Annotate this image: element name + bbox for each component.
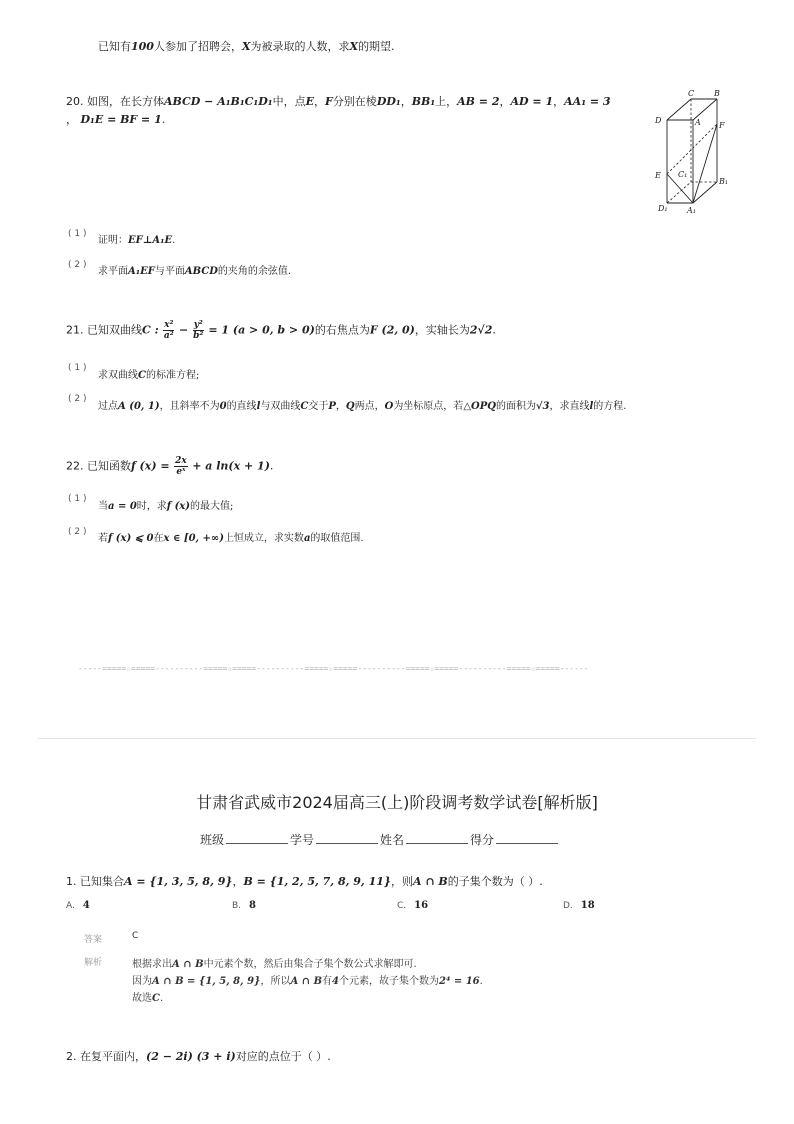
student-id-label: 学号: [290, 833, 315, 847]
text: 的面积为: [495, 401, 536, 412]
edge-DC: [667, 99, 691, 120]
text: 上恒成立，求实数: [223, 533, 304, 544]
answer-value: C: [132, 931, 139, 941]
math: D₁E = BF = 1: [80, 113, 162, 126]
class-label: 班级: [200, 833, 225, 847]
math: f (x): [166, 501, 190, 512]
text: 的右焦点为: [314, 323, 370, 337]
q20-part1: [98, 231, 175, 246]
option-value: 4: [82, 900, 90, 911]
text: 人参加了招聘会，: [153, 40, 242, 53]
text: ，所以: [260, 976, 291, 987]
q21-part2: [98, 397, 626, 412]
math: l: [589, 401, 594, 412]
text: ，且斜率不为: [159, 401, 220, 412]
option-letter: D.: [563, 901, 573, 911]
text: 交于: [308, 401, 329, 412]
math: f (x) =: [131, 459, 170, 473]
hidden-edge-D1C1: [667, 182, 691, 203]
page-divider: [38, 738, 756, 739]
text: ，求直线: [549, 401, 590, 412]
math: A (0, 1): [118, 401, 160, 412]
answer-label: 答案: [84, 935, 103, 945]
text: 中，点: [272, 95, 306, 108]
math: BB₁: [411, 95, 436, 108]
math: 100: [131, 40, 154, 53]
numerator: x²: [164, 320, 174, 330]
text: 已知函数: [87, 459, 131, 473]
math: C :: [142, 323, 159, 337]
edge-A1F: [693, 124, 717, 203]
fig-label-D1: D₁: [658, 204, 668, 213]
text: ，: [400, 95, 412, 108]
text: 对应的点位于（ ）.: [235, 1050, 331, 1063]
analysis-label: 解析: [84, 958, 103, 968]
option-letter: A.: [66, 901, 75, 911]
option-b[interactable]: [232, 900, 256, 911]
math: −: [178, 323, 189, 337]
question-21: [66, 320, 496, 341]
fig-label-E: E: [655, 171, 661, 180]
math: A ∩ B: [412, 875, 448, 888]
denominator: a²: [163, 331, 174, 341]
text: 已知集合: [80, 875, 124, 888]
math: C: [152, 993, 160, 1004]
math: DD₁: [376, 95, 401, 108]
q19-tail-line: [98, 38, 395, 54]
text: 上，: [435, 95, 458, 108]
name-blank[interactable]: [406, 833, 468, 844]
math: (2 − 2i) (3 + i): [146, 1050, 236, 1063]
part-label: ( 2 ): [68, 260, 87, 270]
class-blank[interactable]: [226, 833, 288, 844]
question-20: [66, 93, 642, 129]
question-number: 22.: [66, 459, 84, 473]
text: 中元素个数，然后由集合子集个数公式求解即可.: [203, 959, 417, 970]
q22-part1: [98, 497, 233, 512]
fig-label-D: D: [655, 116, 662, 125]
text: ，: [499, 95, 511, 108]
math: △OPQ: [463, 401, 496, 412]
text: 若: [98, 533, 108, 544]
option-value: 16: [414, 900, 429, 911]
math: A = {1, 3, 5, 8, 9}: [124, 875, 233, 888]
fig-label-C1: C₁: [678, 170, 688, 179]
math: l: [256, 401, 261, 412]
text: 时，求: [136, 501, 167, 512]
question-1: [66, 873, 543, 889]
exam-title: 甘肃省武威市2024届高三(上)阶段调考数学试卷[解析版]: [196, 793, 598, 812]
question-number: 1.: [66, 875, 77, 888]
text: ，则: [390, 875, 413, 888]
option-value: 18: [580, 900, 595, 911]
q20-part2: [98, 262, 291, 277]
math: a: [303, 533, 311, 544]
math: + a ln(x + 1): [192, 459, 270, 473]
math: 0: [219, 401, 227, 412]
text: 根据求出: [132, 959, 172, 970]
text: .: [159, 993, 164, 1004]
text: ，: [335, 401, 346, 412]
fraction-y2-b2: [193, 320, 204, 341]
math: C: [300, 401, 309, 412]
question-number: 20.: [66, 95, 84, 108]
math: a = 0: [108, 501, 137, 512]
math: F (2, 0): [369, 323, 415, 337]
text: 的夹角的余弦值.: [217, 266, 292, 277]
student-info-fields: [200, 831, 560, 848]
math: A ∩ B: [172, 959, 204, 970]
part-label: ( 2 ): [68, 394, 87, 404]
text: 在: [153, 533, 164, 544]
text: 过点: [98, 401, 118, 412]
text: 两点，: [354, 401, 385, 412]
text: 的直线: [226, 401, 257, 412]
math: O: [384, 401, 394, 412]
math: B = {1, 2, 5, 7, 8, 9, 11}: [243, 875, 391, 888]
math: A ∩ B: [290, 976, 323, 987]
text: 与双曲线: [260, 401, 301, 412]
math: 2√2: [469, 323, 493, 337]
part-label: ( 2 ): [68, 527, 87, 537]
section-separator: -----=====☆=====----------=====☆=====----------=====☆=====----------=====☆=====----------=====☆=====------: [78, 664, 589, 673]
text: 证明：: [98, 235, 128, 246]
math: AD = 1: [510, 95, 554, 108]
math: = 1 (a > 0, b > 0): [208, 323, 315, 337]
question-number: 2.: [66, 1050, 77, 1063]
text: 的方程.: [593, 401, 627, 412]
math: ABCD: [184, 266, 218, 277]
denominator: eˣ: [176, 467, 186, 477]
text: 的取值范围.: [310, 533, 364, 544]
fig-label-A: A: [695, 118, 701, 127]
option-letter: C.: [397, 901, 407, 911]
fig-label-C: C: [688, 89, 695, 98]
text: ，: [66, 113, 77, 126]
text: 有: [322, 976, 333, 987]
math: P: [328, 401, 336, 412]
text: 求双曲线: [98, 370, 138, 381]
option-a[interactable]: [66, 900, 90, 911]
part-label: ( 1 ): [68, 363, 87, 373]
math: C: [138, 370, 146, 381]
fig-label-F: F: [719, 121, 725, 130]
text: 的标准方程;: [145, 370, 200, 381]
score-label: 得分: [470, 833, 495, 847]
text: 已知有: [98, 40, 131, 53]
text: 当: [98, 501, 108, 512]
fig-label-B1: B₁: [719, 177, 729, 186]
denominator: b²: [193, 331, 204, 341]
cuboid-figure: [648, 86, 738, 216]
numerator: 2x: [175, 456, 187, 466]
fig-label-B: B: [714, 89, 720, 98]
text: 因为: [132, 976, 152, 987]
math: X: [349, 40, 359, 53]
text: ，: [314, 95, 325, 108]
edge-AB: [693, 99, 717, 120]
math: f (x) ⩽ 0: [108, 533, 154, 544]
text: ，实轴长为: [414, 323, 470, 337]
math: A₁EF: [128, 266, 155, 277]
text: .: [492, 323, 496, 337]
text: 为坐标原点，若: [393, 401, 464, 412]
math: Q: [345, 401, 355, 412]
text: ，: [232, 875, 244, 888]
analysis-line-3: [132, 989, 163, 1004]
part-label: ( 1 ): [68, 229, 87, 239]
text: .: [479, 976, 483, 987]
math: F: [325, 95, 333, 108]
math: √3: [535, 401, 550, 412]
student-id-blank[interactable]: [316, 833, 378, 844]
numerator: y²: [193, 320, 203, 330]
text: 与平面: [154, 266, 185, 277]
question-2: [66, 1048, 331, 1064]
math: EF⊥A₁E: [128, 235, 173, 246]
math: X: [241, 40, 251, 53]
text: .: [161, 113, 166, 126]
text: .: [269, 459, 274, 473]
fig-label-A1: A₁: [687, 206, 696, 215]
option-value: 8: [249, 900, 257, 911]
q21-part1: [98, 366, 199, 381]
option-d[interactable]: [563, 900, 595, 911]
text: ，: [553, 95, 565, 108]
text: 故选: [132, 993, 152, 1004]
text: 求平面: [98, 266, 128, 277]
score-blank[interactable]: [496, 833, 558, 844]
text: 的子集个数为（ ）.: [447, 875, 543, 888]
math: AB = 2: [457, 95, 500, 108]
text: 的最大值;: [190, 501, 234, 512]
math: AA₁ = 3: [564, 95, 611, 108]
text: 为被录取的人数，求: [250, 40, 350, 53]
math: 2⁴ = 16: [439, 976, 480, 987]
analysis-line-2: [132, 972, 483, 987]
option-letter: B.: [232, 901, 242, 911]
option-c[interactable]: [397, 900, 428, 911]
fraction-2x-ex: [174, 456, 188, 477]
q22-part2: [98, 529, 364, 544]
math: A ∩ B = {1, 5, 8, 9}: [152, 976, 261, 987]
math: ABCD − A₁B₁C₁D₁: [164, 95, 273, 108]
text: 已知双曲线: [87, 323, 142, 337]
math: E: [305, 95, 314, 108]
text: 如图，在长方体: [87, 95, 164, 108]
math: x ∈ [0, +∞): [163, 533, 224, 544]
fraction-x2-a2: [163, 320, 174, 341]
math: 4: [332, 976, 340, 987]
text: 的期望.: [358, 40, 395, 53]
name-label: 姓名: [380, 833, 405, 847]
analysis-line-1: [132, 955, 417, 970]
question-number: 21.: [66, 323, 84, 337]
text: .: [172, 235, 176, 246]
text: 在复平面内，: [80, 1050, 146, 1063]
part-label: ( 1 ): [68, 494, 87, 504]
question-22: [66, 456, 273, 477]
text: 分别在棱: [332, 95, 377, 108]
text: 个元素，故子集个数为: [339, 976, 440, 987]
